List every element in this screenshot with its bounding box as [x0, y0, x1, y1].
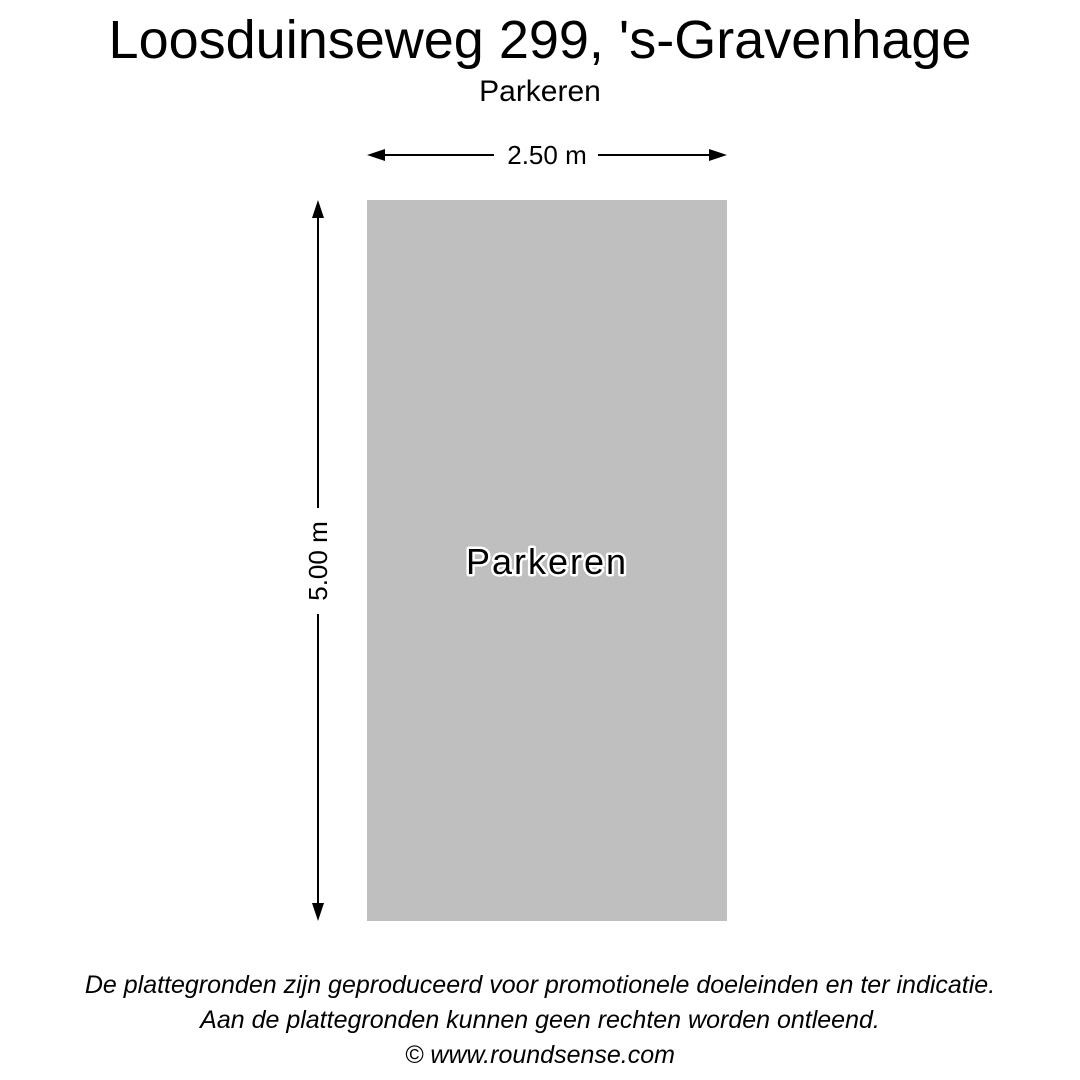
disclaimer: [0, 968, 1080, 1073]
width-dimension-label: 2.50 m: [507, 140, 587, 170]
floor-subtitle: Parkeren: [479, 75, 601, 108]
copyright-line: © www.roundsense.com: [405, 1041, 675, 1069]
disclaimer-line-2: Aan de plattegronden kunnen geen rechten worden ontleend.: [200, 1006, 880, 1034]
room-label: Parkeren: [465, 541, 629, 582]
height-dimension: [303, 200, 333, 921]
width-dimension: [367, 140, 727, 170]
width-arrow-left-icon: [367, 149, 385, 161]
height-dimension-label: 5.00 m: [303, 521, 333, 601]
page-title: Loosduinseweg 299, 's-Gravenhage: [108, 10, 972, 70]
disclaimer-line-1: De plattegronden zijn geproduceerd voor promotionele doeleinden en ter indicatie.: [84, 971, 996, 999]
height-arrow-down-icon: [312, 903, 324, 921]
width-arrow-right-icon: [709, 149, 727, 161]
height-arrow-up-icon: [312, 200, 324, 218]
